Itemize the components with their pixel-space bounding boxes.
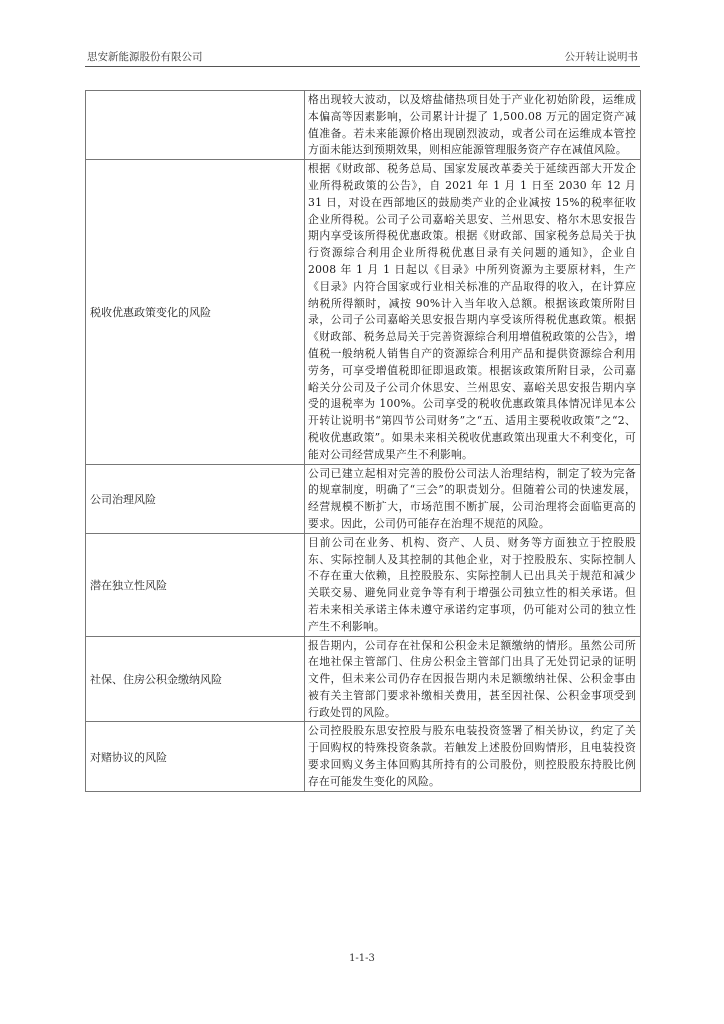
risk-name: 税收优惠政策变化的风险 [86,160,305,464]
risk-name: 公司治理风险 [86,464,305,533]
page-number: 1-1-3 [349,953,375,964]
risk-description: 报告期内，公司存在社保和公积金未足额缴纳的情形。虽然公司所在地社保主管部门、住房公积金主管部门出具了无处罚记录的证明文件，但未来公司仍存在因报告期内未足额缴纳社保、公积金事由被有关主管部门要求补缴相关费用，甚至因社保、公积金事项受到行政处罚的风险。 [305,636,641,722]
page-header [85,50,640,67]
risk-description: 格出现较大波动，以及熔盐储热项目处于产业化初始阶段，运维成本偏高等因素影响，公司累计计提了 1,500.08 万元的固定资产减值准备。若未来能源价格出现剧烈波动，或者公司在运维成本管控方面未能达到预期效果，则相应能源管理服务资产存在减值风险。 [305,91,641,160]
risk-name: 社保、住房公积金缴纳风险 [86,636,305,722]
company-name: 思安新能源股份有限公司 [87,51,203,63]
risk-description: 目前公司在业务、机构、资产、人员、财务等方面独立于控股股东、实际控制人及其控制的其他企业，对于控股股东、实际控制人不存在重大依赖，且控股股东、实际控制人已出具关于规范和减少关联交易、避免同业竞争等有利于增强公司独立性的相关承诺。但若未来相关承诺主体未遵守承诺约定事项，仍可能对公司的独立性产生不利影响。 [305,533,641,636]
risk-description: 公司控股股东思安控股与股东电装投资签署了相关协议，约定了关于回购权的特殊投资条款。若触发上述股份回购情形，且电装投资要求回购义务主体回购其所持有的公司股份，则控股股东持股比例存在可能发生变化的风险。 [305,722,641,791]
risk-name: 对赌协议的风险 [86,722,305,791]
risk-name [86,91,305,160]
table-row [86,636,641,722]
risk-name: 潜在独立性风险 [86,533,305,636]
table-row [86,91,641,160]
table-row [86,722,641,791]
risk-table [85,90,641,792]
document-title: 公开转让说明书 [564,51,638,63]
table-row [86,464,641,533]
risk-description: 根据《财政部、税务总局、国家发展改革委关于延续西部大开发企业所得税政策的公告》，自 2021 年 1 月 1 日至 2030 年 12 月 31 日，对设在西部地区的鼓励类产业的企业减按 15%的税率征收企业所得税。公司子公司嘉峪关思安、兰州思安、格尔木思安报告期内享受该所得税优惠政策。根据《财政部、国家税务总局关于执行资源综合利用企业所得税优惠目录有关问题的通知》，企业自 2008 年 1 月 1 日起以《目录》中所列资源为主要原材料，生产《目录》内符合国家或行业相关标准的产品取得的收入，在计算应纳税所得额时，减按 90%计入当年收入总额。根据该政策所附目录，公司子公司嘉峪关思安报告期内享受该所得税优惠政策。根据《财政部、税务总局关于完善资源综合利用增值税政策的公告》，增值税一般纳税人销售自产的资源综合利用产品和提供资源综合利用劳务，可享受增值税即征即退政策。根据该政策所附目录，公司嘉峪关分公司及子公司介休思安、兰州思安、嘉峪关思安报告期内享受的退税率为 100%。公司享受的税收优惠政策具体情况详见本公开转让说明书“第四节公司财务”之“五、适用主要税收政策”之“2、税收优惠政策”。如果未来相关税收优惠政策出现重大不利变化，可能对公司经营成果产生不利影响。 [305,160,641,464]
table-row [86,533,641,636]
table-row [86,160,641,464]
risk-description: 公司已建立起相对完善的股份公司法人治理结构，制定了较为完备的规章制度，明确了“三会”的职责划分。但随着公司的快速发展，经营规模不断扩大，市场范围不断扩展，公司治理将会面临更高的要求。因此，公司仍可能存在治理不规范的风险。 [305,464,641,533]
